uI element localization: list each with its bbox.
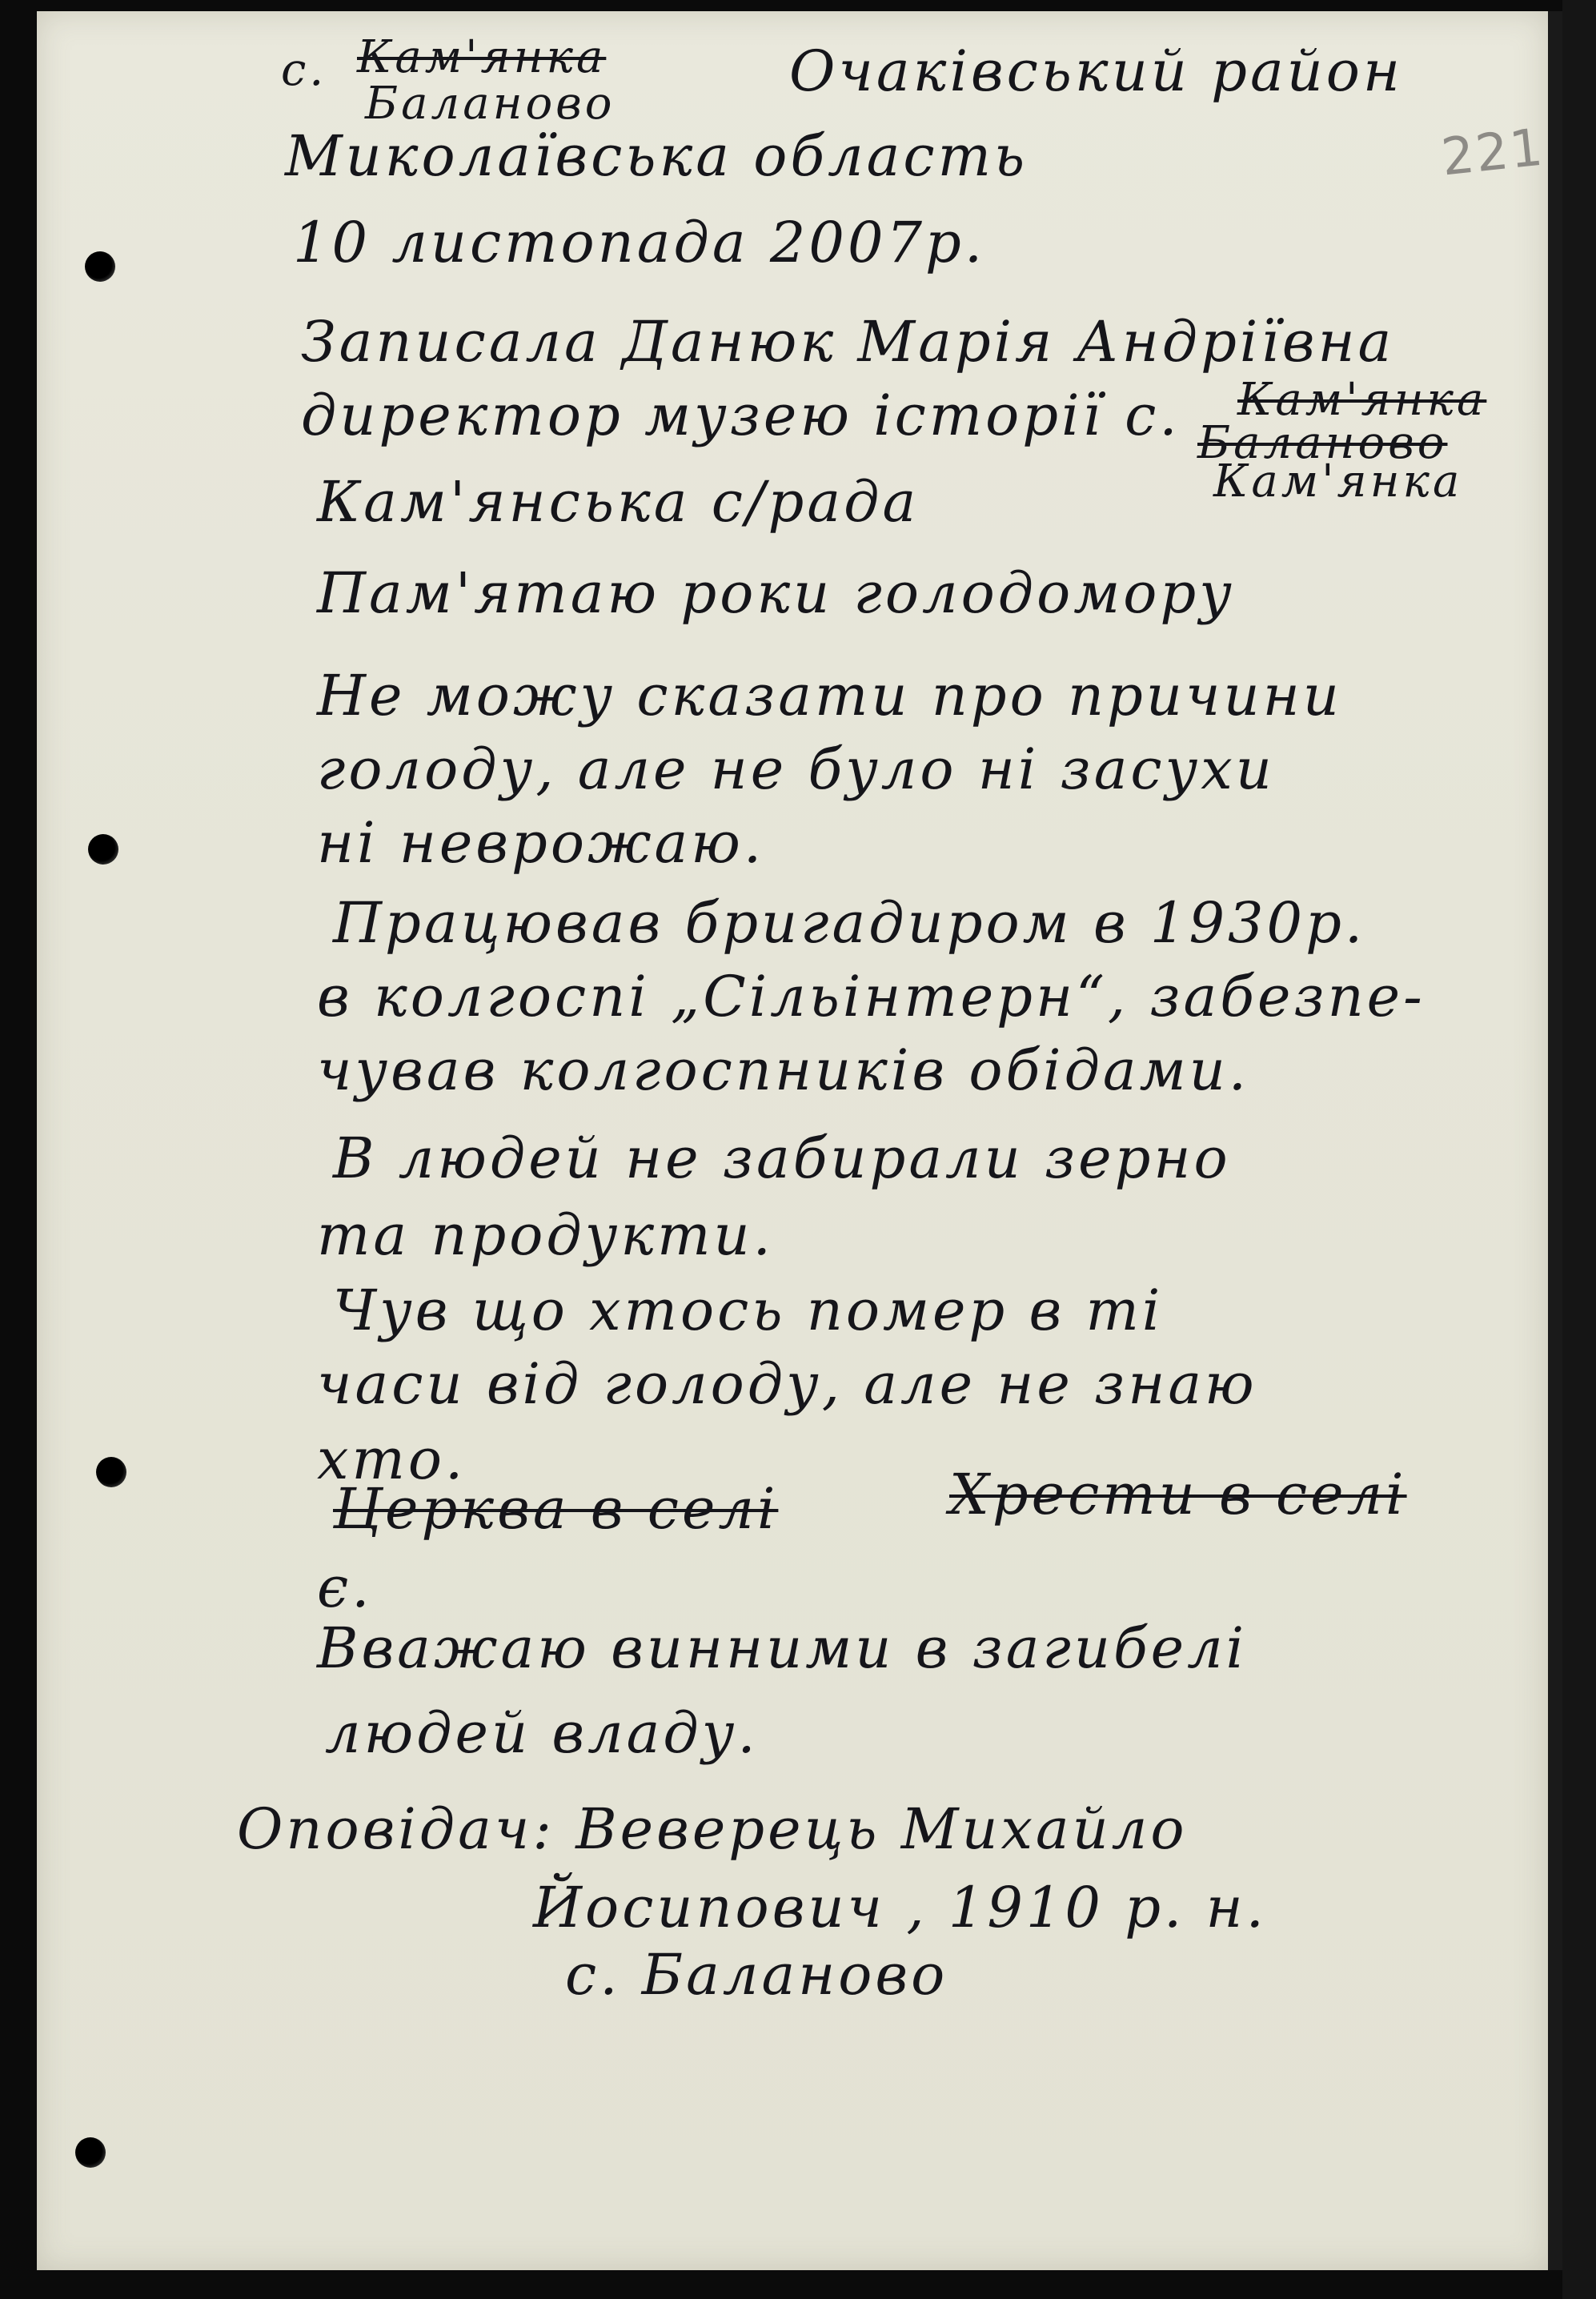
testimony-line: голоду, але не було ні засухи	[317, 736, 1275, 802]
archive-page-number: 221	[1438, 118, 1547, 188]
testimony-line: людей владу.	[325, 1700, 759, 1766]
testimony-line: Чув що хтось помер в ті	[333, 1278, 1164, 1343]
testimony-line: В людей не забирали зерно	[333, 1125, 1231, 1191]
village-prefix: с.	[281, 44, 327, 96]
testimony-line: Вважаю винними в загибелі	[317, 1615, 1248, 1681]
struck-phrase: Церква в селі	[333, 1476, 779, 1542]
struck-phrase: Хрести в селі	[949, 1462, 1407, 1527]
region: Миколаївська область	[285, 123, 1029, 189]
village-struck: Кам'янка	[357, 31, 607, 83]
position-insert: Кам'янка	[1213, 455, 1463, 508]
punch-hole	[96, 1457, 126, 1487]
document-page	[37, 11, 1562, 2270]
village-correction: Баланово	[365, 78, 616, 130]
narrator-line: Йосипович , 1910 р. н.	[533, 1875, 1267, 1940]
position-line: директор музею історії с.	[301, 383, 1181, 448]
testimony-line: ні неврожаю.	[317, 810, 765, 876]
testimony-line: та продукти.	[317, 1202, 774, 1268]
punch-hole	[88, 834, 118, 865]
punch-hole	[85, 251, 115, 282]
position-struck-2: Баланово	[1197, 417, 1448, 469]
testimony-line: Працював бригадиром в 1930р.	[333, 890, 1366, 956]
punch-hole	[75, 2137, 106, 2168]
testimony-line: в колгоспі „Сільінтерн“, забезпе-	[317, 964, 1426, 1029]
testimony-line: часи від голоду, але не знаю	[317, 1351, 1257, 1417]
testimony-line: чував колгоспників обідами.	[317, 1037, 1250, 1103]
date: 10 листопада 2007р.	[293, 210, 986, 275]
narrator-line: Оповідач: Веверець Михайло	[237, 1796, 1188, 1862]
testimony-line: є.	[317, 1555, 373, 1620]
testimony-line: Пам'ятаю роки голодомору	[317, 560, 1235, 626]
position-struck-1: Кам'янка	[1237, 374, 1487, 426]
scan-edge	[1562, 0, 1596, 2299]
testimony-line: хто.	[317, 1426, 467, 1492]
council: Кам'янська с/рада	[317, 469, 920, 535]
district: Очаківський район	[789, 38, 1404, 104]
testimony-line: Не можу сказати про причини	[317, 663, 1342, 728]
recorder-line: Записала Данюк Марія Андріївна	[301, 309, 1395, 375]
narrator-line: с. Баланово	[565, 1942, 948, 2008]
